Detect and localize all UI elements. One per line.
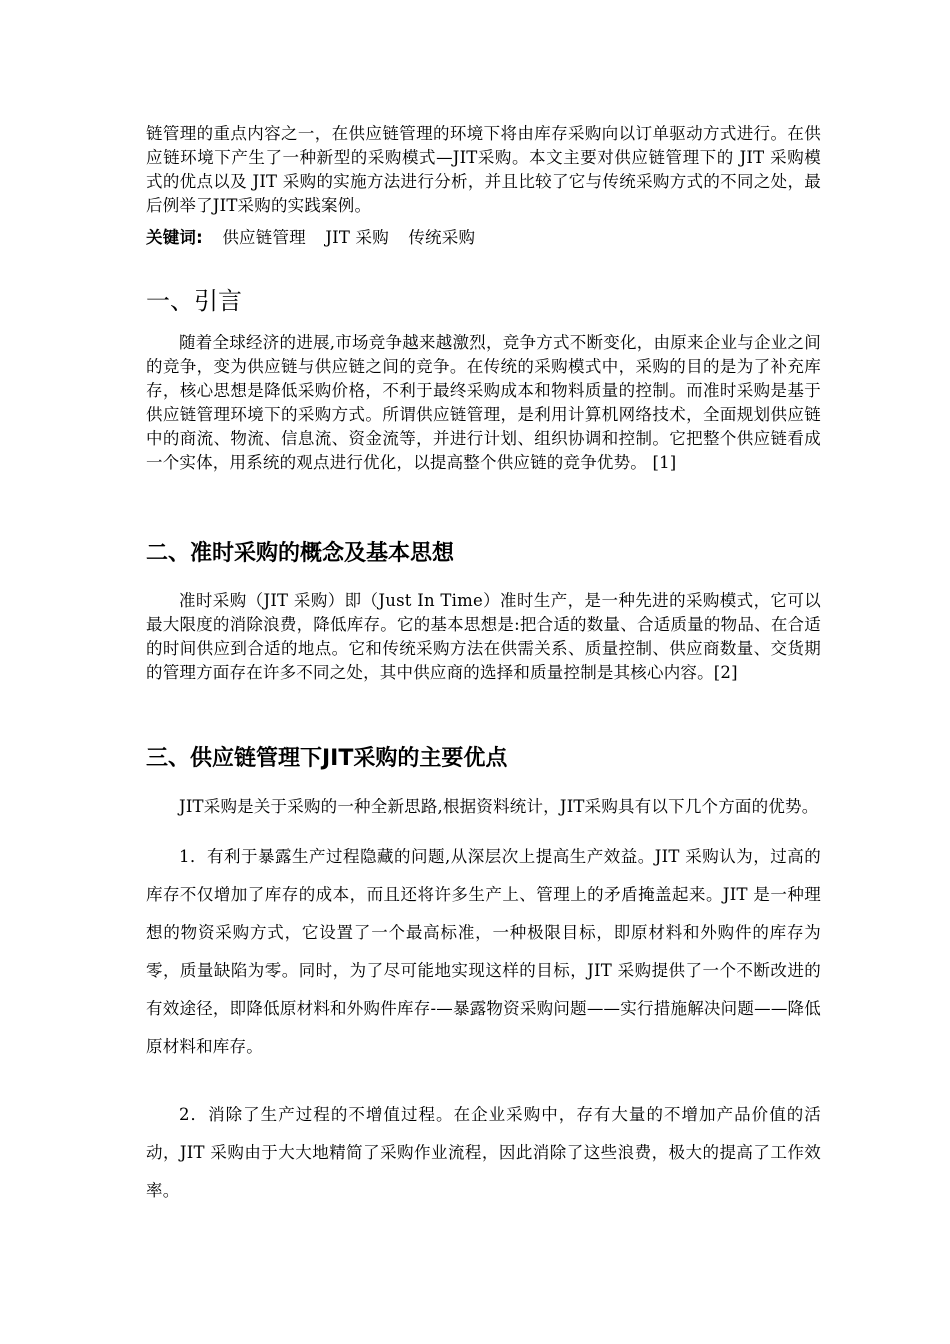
section-heading-jit-concept: 二、准时采购的概念及基本思想 — [146, 541, 455, 566]
keyword: JIT 采购 — [325, 228, 389, 247]
jit-concept-paragraph: 准时采购（JIT 采购）即（Just In Time）准时生产，是一种先进的采购模式，它可以最大限度的消除浪费，降低库存。它的基本思想是:把合适的数量、合适质量的物品、在合适的时间供应到合适的地点。它和传统采购方法在供需关系、质量控制、供应商数量、交货期的管理方面存在许多不同之处，其中供应商的选择和质量控制是其核心内容。[2] — [146, 591, 821, 682]
introduction-paragraph: 随着全球经济的进展,市场竞争越来越激烈，竞争方式不断变化，由原来企业与企业之间的竞争，变为供应链与供应链之间的竞争。在传统的采购模式中，采购的目的是为了补充库存，核心思想是降低采购价格，不利于最终采购成本和物料质量的控制。而准时采购是基于供应链管理环境下的采购方式。所谓供应链管理，是利用计算机网络技术，全面规划供应链中的商流、物流、信息流、资金流等，并进行计划、组织协调和控制。它把整个供应链看成一个实体，用系统的观点进行优化，以提高整个供应链的竞争优势。 [1] — [146, 333, 821, 472]
abstract-text: 链管理的重点内容之一，在供应链管理的环境下将由库存采购向以订单驱动方式进行。在供应链环境下产生了一种新型的采购模式—JIT采购。本文主要对供应链管理下的 JIT 采购模式的优点以及 JIT 采购的实施方法进行分析，并且比较了它与传统采购方式的不同之处，最后例举了JIT采购的实践案例。 — [146, 124, 821, 215]
section-heading-jit-advantages: 三、供应链管理下JIT采购的主要优点 — [146, 746, 508, 771]
section-heading-introduction: 一、引言 — [146, 287, 242, 315]
advantage-item-2: 2．消除了生产过程的不增值过程。在企业采购中，存有大量的不增加产品价值的活动，JIT 采购由于大大地精简了采购作业流程，因此消除了这些浪费，极大的提高了工作效率。 — [146, 1105, 821, 1200]
keywords-line — [146, 226, 821, 250]
keywords-label: 关键词: — [146, 228, 203, 247]
advantage-item-1: 1．有利于暴露生产过程隐藏的问题,从深层次上提高生产效益。JIT 采购认为，过高的库存不仅增加了库存的成本，而且还将许多生产上、管理上的矛盾掩盖起来。JIT 是一种理想的物资采购方式，它设置了一个最高标准，一种极限目标，即原材料和外购件的库存为零，质量缺陷为零。同时，为了尽可能地实现这样的目标，JIT 采购提供了一个不断改进的有效途径，即降低原材料和外购件库存-—暴露物资采购问题——实行措施解决问题——降低原材料和库存。 — [146, 847, 821, 1056]
advantages-intro-paragraph: JIT采购是关于采购的一种全新思路,根据资料统计，JIT采购具有以下几个方面的优势。 — [179, 797, 819, 816]
keyword: 传统采购 — [408, 228, 476, 247]
keyword: 供应链管理 — [222, 228, 306, 247]
